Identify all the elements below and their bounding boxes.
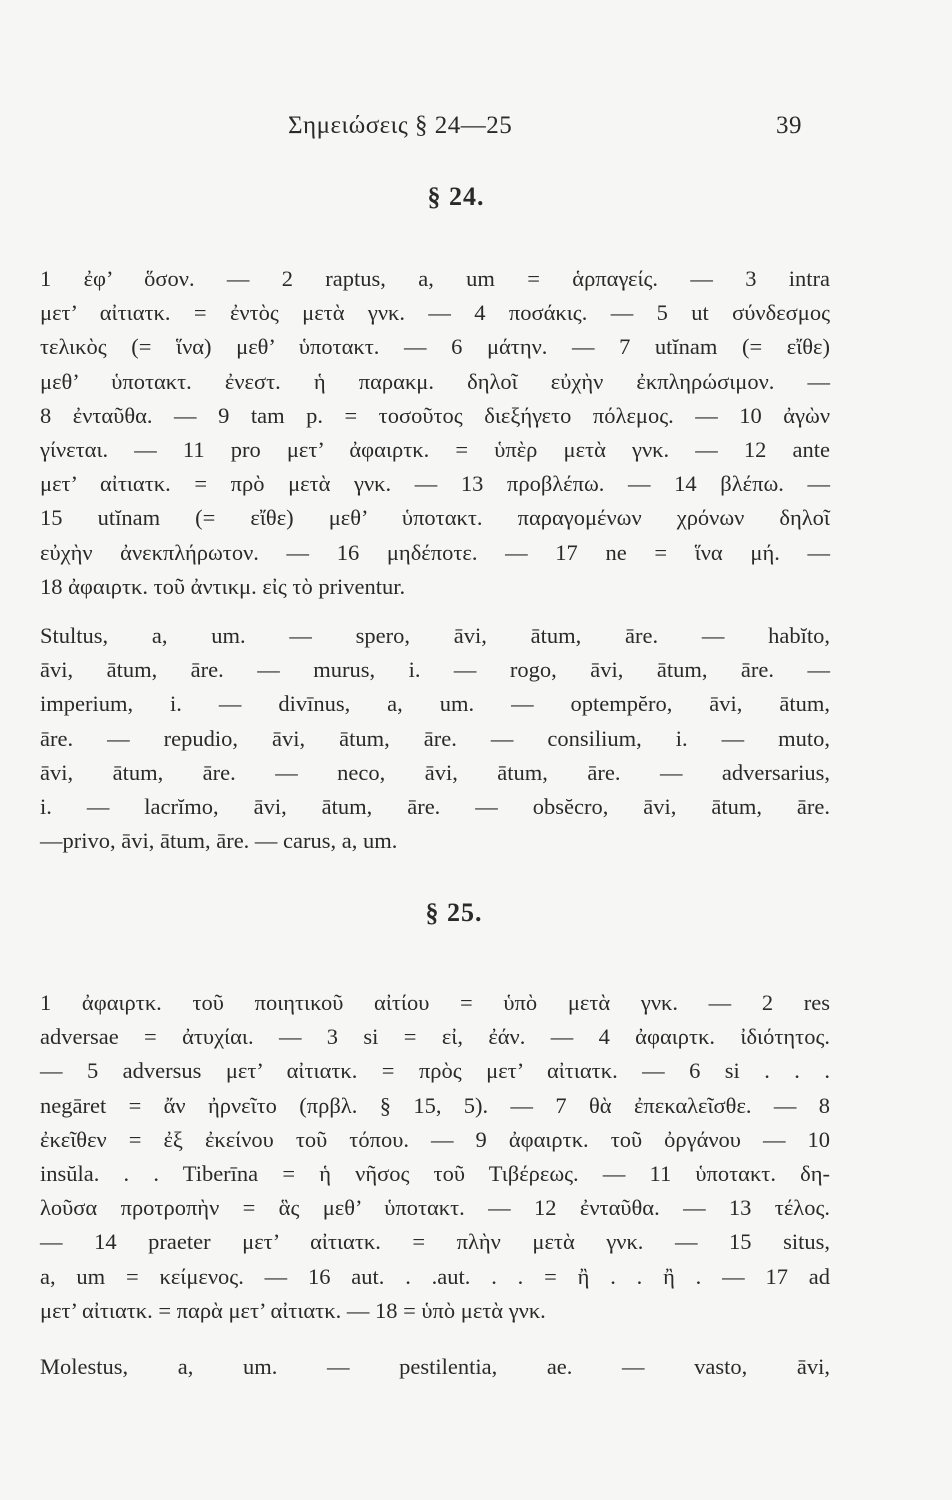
section-24-vocabulary	[40, 619, 830, 858]
vocab-line: Stultus, a, um. — spero, āvi, ātum, āre. — habĭto,	[40, 623, 830, 648]
section-25-heading: § 25.	[425, 898, 483, 927]
notes-line: εὐχὴν ἀνεκπλήρωτον. — 16 μηδέποτε. — 17 ne = ἵνα μή. —	[40, 539, 830, 565]
notes-line: negāret = ἄν ἠρνεῖτο (πρβλ. § 15, 5). — 7 θὰ ἐπεκαλεῖσθε. — 8	[40, 1092, 830, 1118]
vocab-line: i. — lacrĭmo, āvi, ātum, āre. — obsĕcro, āvi, ātum, āre.	[40, 793, 830, 819]
vocab-line: —privo, āvi, ātum, āre. — carus, a, um.	[40, 828, 398, 854]
section-25-vocabulary	[40, 1350, 830, 1384]
section-24-notes	[40, 262, 830, 604]
notes-line: μετ’ αἰτιατκ. = ἐντὸς μετὰ γνκ. — 4 ποσάκις. — 5 ut σύνδεσμος	[40, 300, 830, 326]
notes-line: a, um = κείμενος. — 16 aut. . .aut. . . = ἢ . . ἢ . — 17 ad	[40, 1263, 830, 1289]
notes-line: μετ’ αἰτιατκ. = πρὸ μετὰ γνκ. — 13 προβλέπω. — 14 βλέπω. —	[40, 471, 830, 497]
notes-line: insŭla. . . Tiberīna = ἡ νῆσος τοῦ Τιβέρεως. — 11 ὑποτακτ. δη-	[40, 1160, 830, 1186]
vocab-line: imperium, i. — divīnus, a, um. — optempĕro, āvi, ātum,	[40, 691, 830, 717]
notes-line: 18 ἀφαιρτκ. τοῦ ἀντικμ. εἰς τὸ priventur.	[40, 573, 406, 599]
notes-line: ἐκεῖθεν = ἐξ ἐκείνου τοῦ τόπου. — 9 ἀφαιρτκ. τοῦ ὀργάνου — 10	[40, 1126, 830, 1152]
notes-line: μετ’ αἰτιατκ. = παρὰ μετ’ αἰτιατκ. — 18 = ὑπὸ μετὰ γνκ.	[40, 1297, 546, 1323]
vocab-line: āre. — repudio, āvi, ātum, āre. — consilium, i. — muto,	[40, 725, 830, 751]
vocab-line: āvi, ātum, āre. — murus, i. — rogo, āvi, ātum, āre. —	[40, 657, 830, 683]
notes-line: 8 ἐνταῦθα. — 9 tam p. = τοσοῦτος διεξήγετο πόλεμος. — 10 ἀγὼν	[40, 402, 830, 428]
running-head-title: Σημειώσεις § 24—25	[288, 112, 513, 139]
notes-line: 15 utĭnam (= εἴθε) μεθ’ ὑποτακτ. παραγομένων χρόνων δηλοῖ	[40, 505, 830, 531]
notes-line: γίνεται. — 11 pro μετ’ ἀφαιρτκ. = ὑπὲρ μετὰ γνκ. — 12 ante	[40, 436, 830, 462]
notes-line: adversae = ἀτυχίαι. — 3 si = εἰ, ἐάν. — 4 ἀφαιρτκ. ἰδιότητος.	[40, 1024, 830, 1050]
notes-line: 1 ἐφ’ ὅσον. — 2 raptus, a, um = ἁρπαγείς. — 3 intra	[40, 266, 830, 291]
section-24-heading: § 24.	[427, 182, 485, 211]
notes-line: τελικὸς (= ἵνα) μεθ’ ὑποτακτ. — 6 μάτην. — 7 utĭnam (= εἴθε)	[40, 334, 830, 360]
notes-line: λοῦσα προτροπὴν = ἃς μεθ’ ὑποτακτ. — 12 ἐνταῦθα. — 13 τέλος.	[40, 1195, 830, 1221]
notes-line: 1 ἀφαιρτκ. τοῦ ποιητικοῦ αἰτίου = ὑπὸ μετὰ γνκ. — 2 res	[40, 990, 830, 1015]
vocab-line: āvi, ātum, āre. — neco, āvi, ātum, āre. — adversarius,	[40, 759, 830, 785]
vocab-line: Molestus, a, um. — pestilentia, ae. — vasto, āvi,	[40, 1354, 830, 1379]
notes-line: — 5 adversus μετ’ αἰτιατκ. = πρὸς μετ’ αἰτιατκ. — 6 si . . .	[40, 1058, 830, 1084]
notes-line: — 14 praeter μετ’ αἰτιατκ. = πλὴν μετὰ γνκ. — 15 situs,	[40, 1229, 830, 1255]
section-25-notes	[40, 986, 830, 1328]
notes-line: μεθ’ ὑποτακτ. ἐνεστ. ἡ παρακμ. δηλοῖ εὐχὴν ἐκπληρώσιμον. —	[40, 368, 830, 394]
running-head	[0, 112, 952, 148]
page-number: 39	[776, 112, 802, 139]
